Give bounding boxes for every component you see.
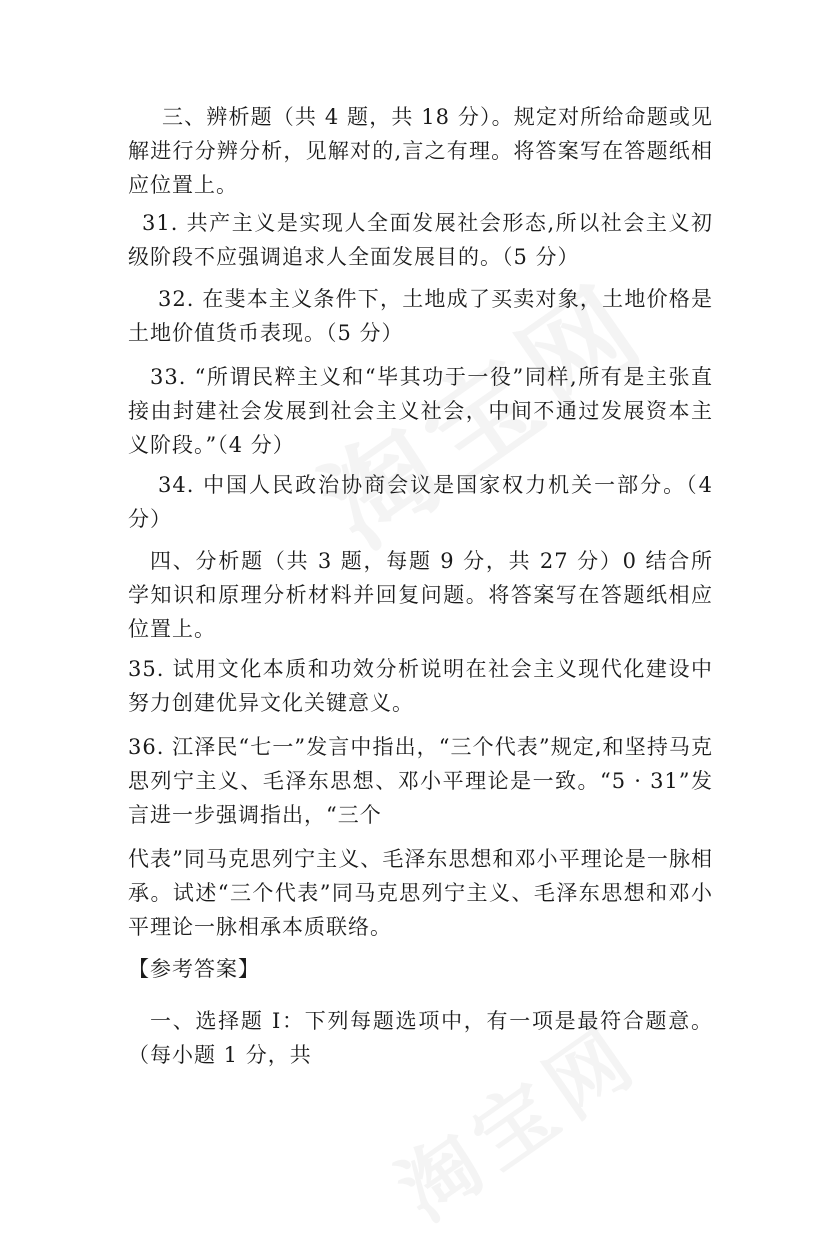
question-36-part2: 代表”同马克思列宁主义、毛泽东思想和邓小平理论是一脉相承。试述“三个代表”同马克思列宁主义、毛泽东思想和邓小平理论一脉相承本质联络。 — [128, 847, 713, 939]
question-36-part1: 36. 江泽民“七一”发言中指出，“三个代表”规定,和坚持马克思列宁主义、毛泽东思想、邓小平理论是一致。“5 · 31”发言进一步强调指出，“三个 — [128, 735, 713, 827]
section3-intro: 三、辨析题（共 4 题，共 18 分）。规定对所给命题或见解进行分辨分析，见解对的,言之有理。将答案写在答题纸相应位置上。 — [128, 105, 713, 197]
section4-intro: 四、分析题（共 3 题，每题 9 分，共 27 分）0 结合所学知识和原理分析材料并回复问题。将答案写在答题纸相应位置上。 — [128, 549, 713, 641]
answers-section1: 一、选择题 I：下列每题选项中，有一项是最符合题意。（每小题 1 分，共 — [128, 1009, 713, 1067]
question-35: 35. 试用文化本质和功效分析说明在社会主义现代化建设中努力创建优异文化关键意义。 — [128, 657, 713, 715]
question-34: 34. 中国人民政治协商会议是国家权力机关一部分。（4 分） — [128, 473, 713, 531]
answers-heading: 【参考答案】 — [128, 957, 260, 981]
question-32: 32. 在斐本主义条件下，土地成了买卖对象，土地价格是土地价值货币表现。（5 分） — [128, 287, 713, 345]
question-33: 33. “所谓民粹主义和“毕其功于一役”同样,所有是主张直接由封建社会发展到社会主义社会，中间不通过发展资本主义阶段。”（4 分） — [128, 365, 714, 457]
question-31: 31. 共产主义是实现人全面发展社会形态,所以社会主义初级阶段不应强调追求人全面发展目的。（5 分） — [128, 211, 713, 269]
